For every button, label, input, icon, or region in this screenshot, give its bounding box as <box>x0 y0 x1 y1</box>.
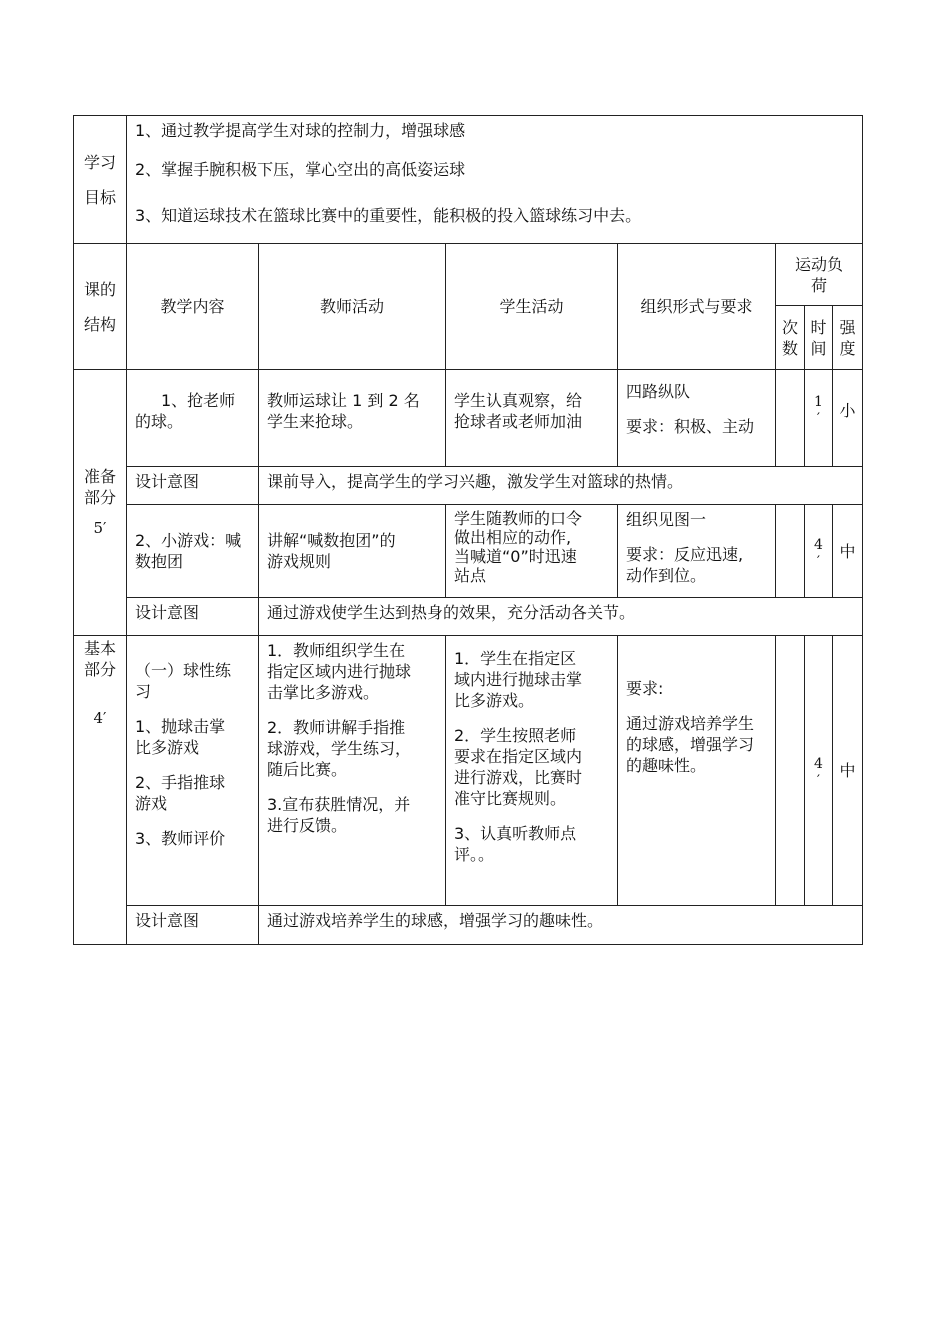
prep-design-2 <box>74 598 863 636</box>
objective-item: 2、掌握手腕积极下压，掌心空出的高低姿运球 <box>135 160 466 179</box>
basic-content: （一）球性练 习 1、抛球击掌 比多游戏 2、手指推球 游戏 3、教师评价 <box>127 636 259 906</box>
count-header: 次 数 <box>776 306 805 370</box>
teacher-activity-header: 教师活动 <box>259 244 446 370</box>
objectives-label: 学习 目标 <box>74 116 127 244</box>
prep-time-2: 4 ′ <box>805 505 833 598</box>
student-activity-header: 学生活动 <box>446 244 618 370</box>
prep-student-2: 学生随教师的口令 做出相应的动作, 当喊道“0”时迅速 站点 <box>446 505 618 598</box>
structure-header: 课的 结构 <box>74 244 127 370</box>
prep-count-1 <box>776 370 805 467</box>
lesson-plan-table <box>73 115 863 945</box>
basic-teacher: 1．教师组织学生在 指定区域内进行抛球 击掌比多游戏。 2．教师讲解手指推 球游戏，学生练习， 随后比赛。 3.宣布获胜情况，并 进行反馈。 <box>259 636 446 906</box>
prep-row-1 <box>74 370 863 467</box>
prep-row-2 <box>74 505 863 598</box>
objectives-list <box>127 116 863 244</box>
prep-content-1: 1、抢老师 的球。 <box>127 370 259 467</box>
basic-intensity: 中 <box>833 636 863 906</box>
basic-organization: 要求: 通过游戏培养学生 的球感，增强学习 的趣味性。 <box>618 636 776 906</box>
basic-time: 4 ′ <box>805 636 833 906</box>
objectives-row <box>74 116 863 244</box>
time-header: 时 间 <box>805 306 833 370</box>
design-label: 设计意图 <box>127 467 259 505</box>
prep-content-2: 2、小游戏：喊 数抱团 <box>127 505 259 598</box>
prep-intensity-2: 中 <box>833 505 863 598</box>
prep-count-2 <box>776 505 805 598</box>
objective-item: 1、通过教学提高学生对球的控制力，增强球感 <box>135 121 466 140</box>
prep-teacher-1: 教师运球让 1 到 2 名 学生来抢球。 <box>259 370 446 467</box>
design-text: 课前导入，提高学生的学习兴趣，激发学生对篮球的热情。 <box>259 467 863 505</box>
prep-organization-1: 四路纵队 要求：积极、主动 <box>618 370 776 467</box>
content-header: 教学内容 <box>127 244 259 370</box>
design-label: 设计意图 <box>127 598 259 636</box>
prep-organization-2: 组织见图一 要求：反应迅速, 动作到位。 <box>618 505 776 598</box>
exercise-load-header: 运动负 荷 <box>776 244 863 306</box>
prep-design-1 <box>74 467 863 505</box>
prep-intensity-1: 小 <box>833 370 863 467</box>
basic-row <box>74 636 863 906</box>
basic-design <box>74 906 863 945</box>
basic-section-label: 基本 部分 4′ <box>74 636 127 945</box>
prep-student-1: 学生认真观察，给 抢球者或老师加油 <box>446 370 618 467</box>
intensity-header: 强 度 <box>833 306 863 370</box>
header-row <box>74 244 863 306</box>
design-text: 通过游戏使学生达到热身的效果，充分活动各关节。 <box>259 598 863 636</box>
organization-header: 组织形式与要求 <box>618 244 776 370</box>
objective-item: 3、知道运球技术在篮球比赛中的重要性，能积极的投入篮球练习中去。 <box>135 206 642 225</box>
prep-time-1: 1 ′ <box>805 370 833 467</box>
prep-section-label: 准备 部分 5′ <box>74 370 127 636</box>
design-text: 通过游戏培养学生的球感，增强学习的趣味性。 <box>259 906 863 945</box>
design-label: 设计意图 <box>127 906 259 945</box>
prep-teacher-2: 讲解“喊数抱团”的 游戏规则 <box>259 505 446 598</box>
basic-count <box>776 636 805 906</box>
basic-student: 1．学生在指定区 域内进行抛球击掌 比多游戏。 2．学生按照老师 要求在指定区域内 进行游戏，比赛时 准守比赛规则。 3、认真听教师点 评。。 <box>446 636 618 906</box>
